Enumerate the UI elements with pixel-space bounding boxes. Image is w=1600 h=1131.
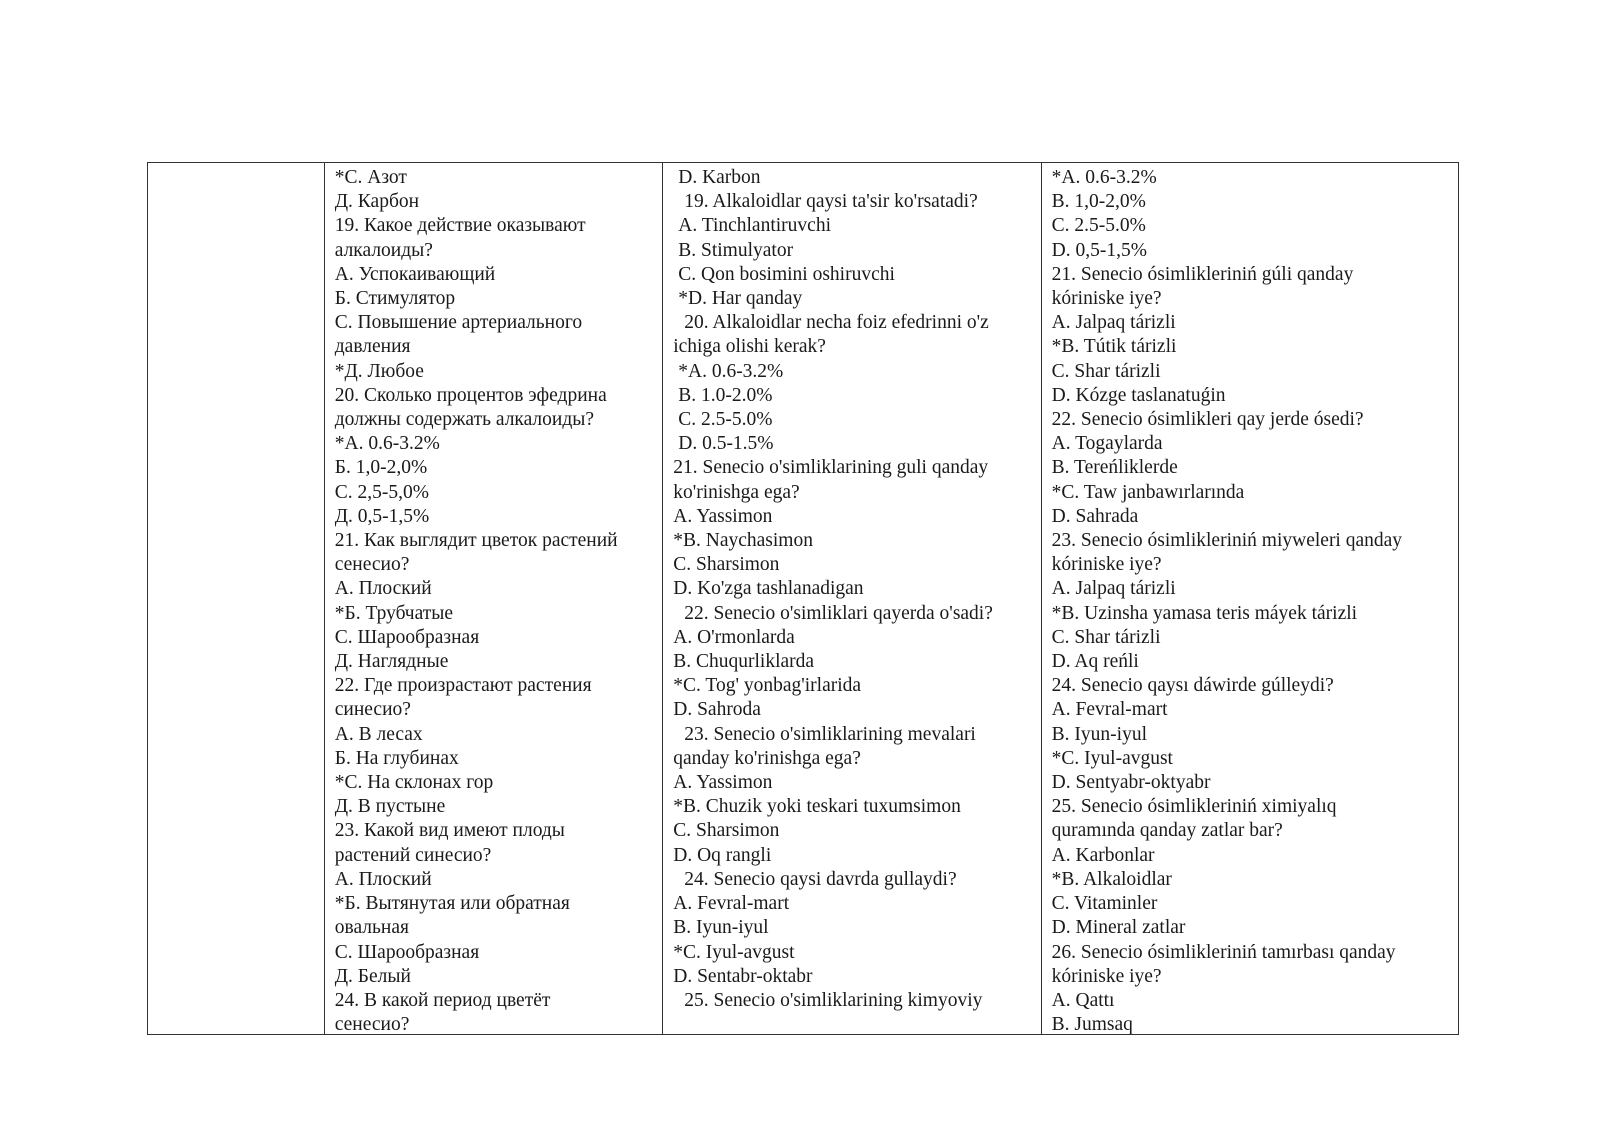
text-line: 24. Senecio qaysı dáwirde gúlleydi? [1051, 675, 1334, 697]
text-line: С. Повышение артериального [334, 312, 583, 334]
text-line: Д. 0,5-1,5% [334, 505, 430, 527]
text-line: 23. Senecio o'simliklarining mevalari [684, 723, 976, 745]
text-line: A. Qattı [1051, 989, 1115, 1011]
table-cell-empty [148, 163, 324, 1034]
text-line: B. Iyun-iyul [1051, 723, 1147, 745]
text-line: А. Плоский [334, 578, 432, 600]
text-line: *B. Chuzik yoki teskari tuxumsimon [673, 796, 961, 818]
text-line: A. Jalpaq tárizli [1051, 578, 1176, 600]
text-line: A. O'rmonlarda [673, 626, 795, 648]
text-line: 22. Senecio ósimlikleri qay jerde ósedi? [1051, 409, 1364, 431]
text-line: D. Sahrada [1051, 505, 1139, 527]
text-line: *B. Alkaloidlar [1051, 868, 1172, 890]
text-line: должны содержать алкалоиды? [334, 409, 595, 431]
text-line: Б. На глубинах [334, 747, 459, 769]
text-line: A. Fevral-mart [673, 893, 790, 915]
text-line: Д. Наглядные [334, 651, 449, 673]
text-line: *Б. Вытянутая или обратная [334, 893, 570, 915]
text-line: 22. Где произрастают растения [334, 675, 592, 697]
text-line: B. Stimulyator [678, 239, 794, 261]
text-line: Б. 1,0-2,0% [334, 457, 428, 479]
text-line: 21. Senecio ósimlikleriniń gúli qanday [1051, 263, 1354, 285]
text-line: D. Kózge taslanatuǵin [1051, 384, 1226, 406]
text-line: A. Yassimon [673, 505, 773, 527]
text-line: 22. Senecio o'simliklari qayerda o'sadi? [684, 602, 993, 624]
text-line: *D. Har qanday [678, 288, 803, 310]
text-line: C. Sharsimon [673, 820, 780, 842]
text-line: B. Tereńliklerde [1051, 457, 1178, 479]
text-line: C. Sharsimon [673, 554, 780, 576]
text-line: D. Sahroda [673, 699, 761, 721]
text-line: Б. Стимулятор [334, 288, 456, 310]
text-line: А. Плоский [334, 868, 432, 890]
text-line: С. Шарообразная [334, 941, 480, 963]
text-line: 19. Alkaloidlar qaysi ta'sir ko'rsatadi? [684, 191, 978, 213]
text-line: C. Shar tárizli [1051, 360, 1161, 382]
text-line: *C. Tog' yonbag'irlarida [673, 675, 862, 697]
text-line: 23. Senecio ósimlikleriniń miyweleri qanday [1051, 530, 1403, 552]
text-line: kóriniske iye? [1051, 965, 1162, 987]
table-cell-russian [324, 163, 662, 1034]
text-line: qanday ko'rinishga ega? [673, 747, 861, 769]
text-line: 25. Senecio o'simliklarining kimyoviy [684, 989, 983, 1011]
text-line: 25. Senecio ósimlikleriniń ximiyalıq [1051, 796, 1337, 818]
text-line: C. Qon bosimini oshiruvchi [678, 263, 895, 285]
text-line: B. Chuqurliklarda [673, 651, 815, 673]
text-line: *A. 0.6-3.2% [678, 360, 784, 382]
text-line: Д. В пустыне [334, 796, 446, 818]
text-line: 21. Senecio o'simliklarining guli qanday [673, 457, 989, 479]
text-line: синесио? [334, 699, 411, 721]
text-line: *А. 0.6-3.2% [334, 433, 440, 455]
text-line: *Б. Трубчатые [334, 602, 454, 624]
text-line: A. Tinchlantiruvchi [678, 215, 831, 237]
text-line: овальная [334, 917, 409, 939]
text-line: 24. Senecio qaysi davrda gullaydi? [684, 868, 957, 890]
text-line: A. Yassimon [673, 772, 773, 794]
text-line: 21. Как выглядит цветок растений [334, 530, 618, 552]
text-line: D. Aq reńli [1051, 651, 1139, 673]
text-line: *C. Iyul-avgust [1051, 747, 1173, 769]
text-line: D. Mineral zatlar [1051, 917, 1186, 939]
text-line: D. Ko'zga tashlanadigan [673, 578, 864, 600]
text-line: *С. На склонах гор [334, 772, 494, 794]
text-line: 19. Какое действие оказывают [334, 215, 586, 237]
text-line: D. Karbon [678, 167, 761, 188]
table-cell-uzbek [662, 163, 1040, 1034]
text-line: B. Jumsaq [1051, 1014, 1133, 1034]
text-line: B. 1.0-2.0% [678, 384, 773, 406]
text-line: *C. Iyul-avgust [673, 941, 795, 963]
text-line: A. Karbonlar [1051, 844, 1155, 866]
text-line: *C. Taw janbawırlarında [1051, 481, 1245, 503]
text-line: 20. Alkaloidlar necha foiz efedrinni o'z [684, 312, 989, 334]
text-line: Д. Карбон [334, 191, 420, 213]
text-line: *С. Азот [334, 167, 407, 188]
text-line: 23. Какой вид имеют плоды [334, 820, 565, 842]
text-line: *B. Uzinsha yamasa teris máyek tárizli [1051, 602, 1358, 624]
text-line: сенесио? [334, 1014, 410, 1034]
text-line: ko'rinishga ega? [673, 481, 800, 503]
text-line: А. В лесах [334, 723, 423, 745]
text-line: 26. Senecio ósimlikleriniń tamırbası qanday [1051, 941, 1396, 963]
text-line: *Д. Любое [334, 360, 424, 382]
text-line: D. Sentyabr-oktyabr [1051, 772, 1211, 794]
text-line: *A. 0.6-3.2% [1051, 167, 1157, 188]
text-line: D. Sentabr-oktabr [673, 965, 813, 987]
text-line: C. Vitaminler [1051, 893, 1158, 915]
text-line: С. 2,5-5,0% [334, 481, 429, 503]
text-line: давления [334, 336, 411, 358]
text-line: kóriniske iye? [1051, 288, 1162, 310]
text-line: A. Fevral-mart [1051, 699, 1168, 721]
text-line: сенесио? [334, 554, 410, 576]
text-line: С. Шарообразная [334, 626, 480, 648]
table-cell-karakalpak [1041, 163, 1458, 1034]
text-line: растений синесио? [334, 844, 492, 866]
text-line: C. 2.5-5.0% [1051, 215, 1146, 237]
text-line: A. Togaylarda [1051, 433, 1163, 455]
text-line: D. Oq rangli [673, 844, 772, 866]
text-line: D. 0,5-1,5% [1051, 239, 1147, 261]
text-line: quramında qanday zatlar bar? [1051, 820, 1283, 842]
text-line: A. Jalpaq tárizli [1051, 312, 1176, 334]
document-table [147, 162, 1459, 1035]
text-line: 24. В какой период цветёт [334, 989, 551, 1011]
text-line: *B. Naychasimon [673, 530, 813, 552]
text-line: А. Успокаивающий [334, 263, 496, 285]
text-line: D. 0.5-1.5% [678, 433, 774, 455]
text-line: *B. Tútik tárizli [1051, 336, 1177, 358]
text-line: C. Shar tárizli [1051, 626, 1161, 648]
text-line: ichiga olishi kerak? [673, 336, 826, 358]
text-line: Д. Белый [334, 965, 411, 987]
text-line: 20. Сколько процентов эфедрина [334, 384, 607, 406]
text-line: C. 2.5-5.0% [678, 409, 773, 431]
text-line: B. Iyun-iyul [673, 917, 769, 939]
text-line: kóriniske iye? [1051, 554, 1162, 576]
text-line: алкалоиды? [334, 239, 433, 261]
text-line: B. 1,0-2,0% [1051, 191, 1146, 213]
